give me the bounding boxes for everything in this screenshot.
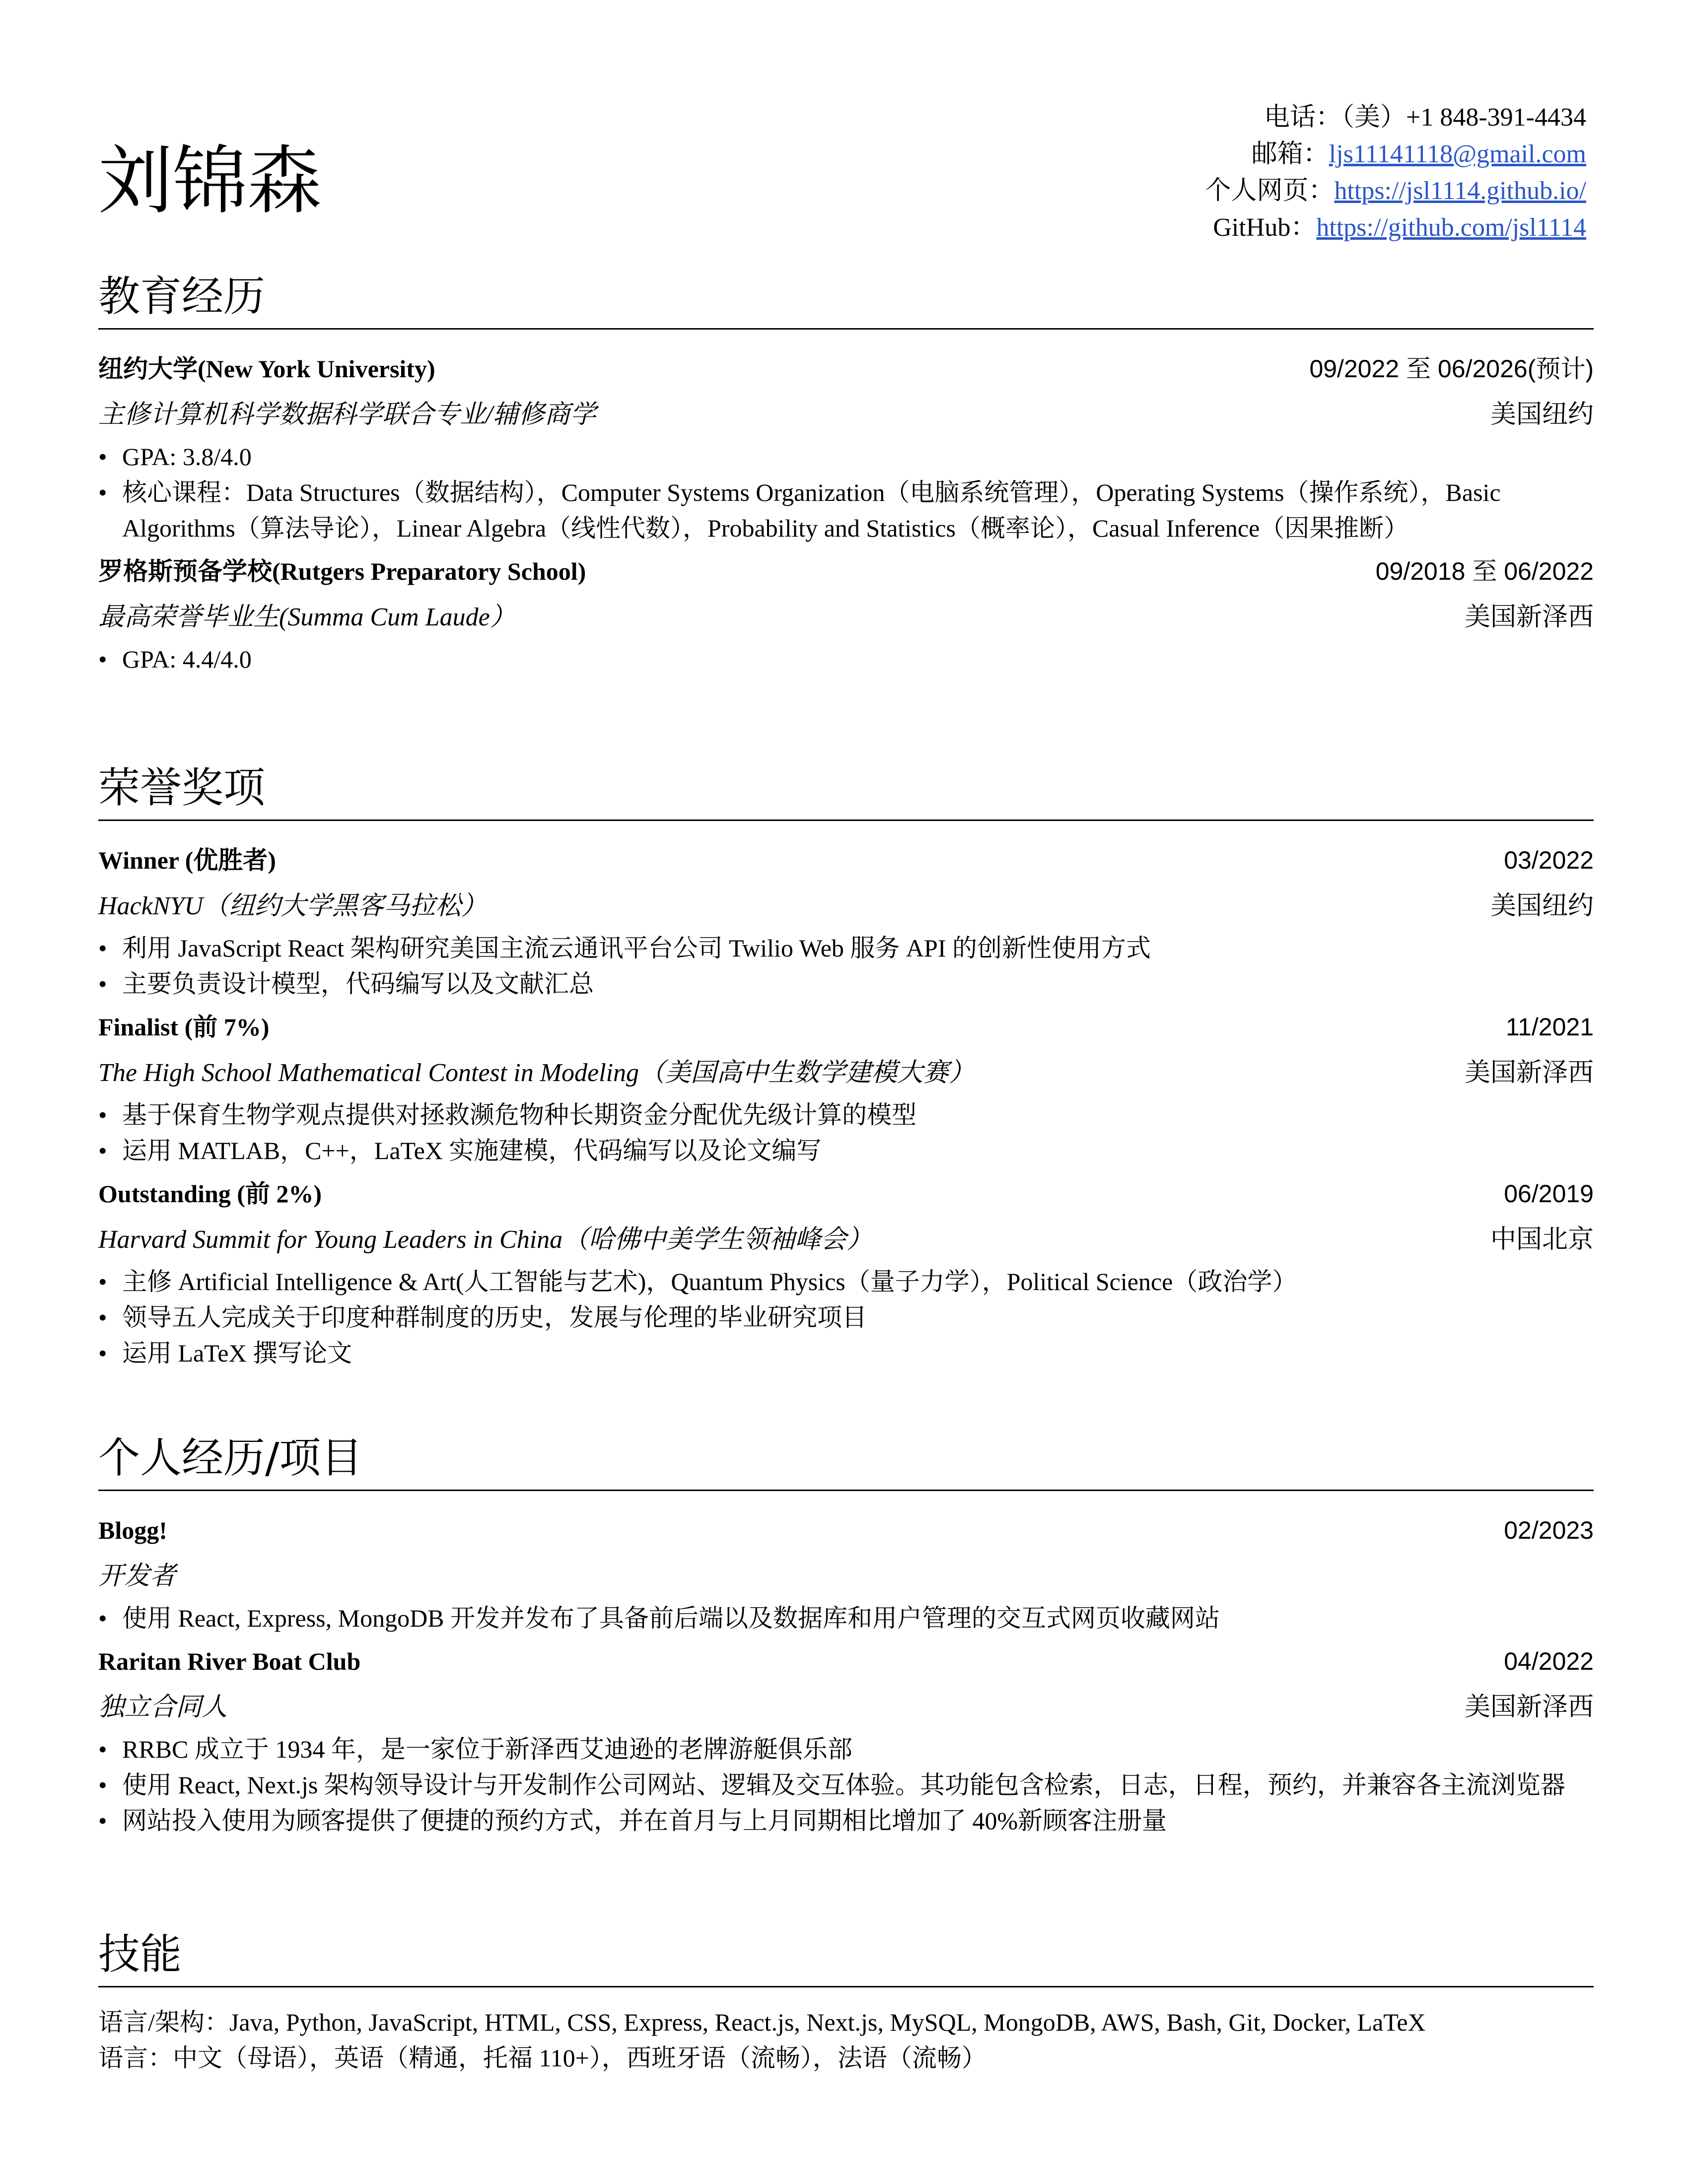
project-entry (98, 1508, 1594, 1636)
entry-bullets (98, 1731, 1594, 1839)
entry-subtitle: 最高荣誉毕业生(Summa Cum Laude） (98, 603, 516, 631)
website-line (1205, 173, 1586, 209)
github-line (1205, 209, 1586, 246)
honor-entry (98, 838, 1594, 1002)
entry-date: 03/2022 (1504, 846, 1594, 874)
bullet-item: • 核心课程：Data Structures（数据结构），Computer Systems Organization（电脑系统管理），Operating Systems（操作系统），Basic Algorithms（算法导论），Linear Algebra（线性代数），Probability and Statistics（概率论），Casual Inference（因果推断） (98, 475, 1584, 546)
entry-location: 美国新泽西 (1464, 1693, 1594, 1721)
entry-title: Outstanding (前 2%) (98, 1180, 322, 1208)
honors-heading: 荣誉奖项 (98, 767, 1594, 821)
phone-label: 电话：（美） (1264, 103, 1407, 132)
github-link[interactable]: https://github.com/jsl1114 (1316, 213, 1586, 242)
project-entry (98, 1639, 1594, 1839)
bullet-item: • 使用 React, Next.js 架构领导设计与开发制作公司网站、逻辑及交互体验。其功能包含检索，日志，日程，预约，并兼容各主流浏览器 (98, 1767, 1584, 1803)
entry-subtitle: Harvard Summit for Young Leaders in China（哈佛中美学生领袖峰会） (98, 1226, 873, 1254)
bullet-item: • 主要负责设计模型，代码编写以及文献汇总 (98, 966, 1584, 1002)
email-label: 邮箱： (1251, 140, 1329, 168)
entry-bullets (98, 1097, 1594, 1168)
entry-title: Blogg! (98, 1516, 167, 1544)
bullet-item: • 领导五人完成关于印度种群制度的历史，发展与伦理的毕业研究项目 (98, 1299, 1584, 1335)
projects-heading: 个人经历/项目 (98, 1437, 1594, 1491)
entry-title: Winner (优胜者) (98, 846, 276, 874)
github-label: GitHub： (1213, 213, 1317, 242)
website-link[interactable]: https://jsl1114.github.io/ (1334, 177, 1586, 205)
skills-heading: 技能 (98, 1933, 1594, 1987)
entry-date: 04/2022 (1504, 1647, 1594, 1675)
bullet-item: • 主修 Artificial Intelligence & Art(人工智能与艺术)，Quantum Physics（量子力学），Political Science（政治学） (98, 1264, 1584, 1299)
honors-section (98, 763, 1594, 1374)
phone-value: +1 848-391-4434 (1406, 103, 1586, 132)
entry-subtitle: HackNYU（纽约大学黑客马拉松） (98, 892, 487, 920)
entry-subtitle: The High School Mathematical Contest in Modeling（美国高中生数学建模大赛） (98, 1059, 975, 1087)
email-line (1205, 136, 1586, 173)
entry-location: 美国纽约 (1490, 401, 1594, 429)
skills-section (98, 1930, 1594, 2076)
entry-bullets (98, 1264, 1594, 1371)
entry-subtitle: 独立合同人 (98, 1693, 228, 1721)
entry-location: 美国纽约 (1490, 892, 1594, 920)
entry-bullets (98, 439, 1594, 546)
bullet-item: • 利用 JavaScript React 架构研究美国主流云通讯平台公司 Twilio Web 服务 API 的创新性使用方式 (98, 930, 1584, 966)
entry-bullets (98, 641, 1594, 677)
entry-date: 09/2022 至 06/2026(预计) (1309, 355, 1594, 383)
entry-title: Raritan River Boat Club (98, 1647, 361, 1675)
resume-name: 刘锦森 (98, 138, 322, 224)
entry-title: Finalist (前 7%) (98, 1013, 270, 1041)
entry-subtitle: 开发者 (98, 1562, 176, 1590)
entry-date: 11/2021 (1505, 1013, 1594, 1041)
skills-languages: 语言：中文（母语），英语（精通，托福 110+），西班牙语（流畅），法语（流畅） (98, 2044, 986, 2072)
education-entry (98, 346, 1594, 546)
entry-location: 美国新泽西 (1464, 1059, 1594, 1087)
bullet-item: • 运用 LaTeX 撰写论文 (98, 1335, 1584, 1371)
projects-section (98, 1433, 1594, 1842)
email-link[interactable]: ljs11141118@gmail.com (1329, 140, 1586, 168)
honor-entry (98, 1005, 1594, 1168)
entry-date: 09/2018 至 06/2022 (1375, 557, 1594, 585)
bullet-item: • GPA: 4.4/4.0 (98, 641, 1584, 677)
education-heading: 教育经历 (98, 275, 1594, 330)
entry-date: 06/2019 (1504, 1180, 1594, 1208)
honor-entry (98, 1171, 1594, 1371)
entry-location: 中国北京 (1490, 1226, 1594, 1254)
skills-frameworks: 语言/架构：Java, Python, JavaScript, HTML, CSS, Express, React.js, Next.js, MySQL, MongoDB, AWS, Bash, Git, Docker, LaTeX (98, 2008, 1426, 2036)
bullet-item: • 网站投入使用为顾客提供了便捷的预约方式，并在首月与上月同期相比增加了 40%新顾客注册量 (98, 1803, 1584, 1839)
entry-bullets (98, 930, 1594, 1002)
bullet-item: • 运用 MATLAB，C++，LaTeX 实施建模，代码编写以及论文编写 (98, 1133, 1584, 1168)
entry-subtitle: 主修计算机科学数据科学联合专业/辅修商学 (98, 401, 596, 429)
entry-date: 02/2023 (1504, 1516, 1594, 1544)
website-label: 个人网页： (1205, 177, 1335, 205)
contact-block (1205, 99, 1586, 246)
bullet-item: • 基于保育生物学观点提供对拯救濒危物种长期资金分配优先级计算的模型 (98, 1097, 1584, 1133)
education-entry (98, 549, 1594, 677)
entry-bullets (98, 1600, 1594, 1636)
bullet-item: • 使用 React, Express, MongoDB 开发并发布了具备前后端以及数据库和用户管理的交互式网页收藏网站 (98, 1600, 1584, 1636)
entry-title: 罗格斯预备学校(Rutgers Preparatory School) (98, 557, 586, 585)
phone-line (1205, 99, 1586, 136)
bullet-item: • GPA: 3.8/4.0 (98, 439, 1584, 475)
entry-title: 纽约大学(New York University) (98, 355, 435, 383)
bullet-item: • RRBC 成立于 1934 年，是一家位于新泽西艾迪逊的老牌游艇俱乐部 (98, 1731, 1584, 1767)
education-section (98, 272, 1594, 680)
entry-location: 美国新泽西 (1464, 603, 1594, 631)
